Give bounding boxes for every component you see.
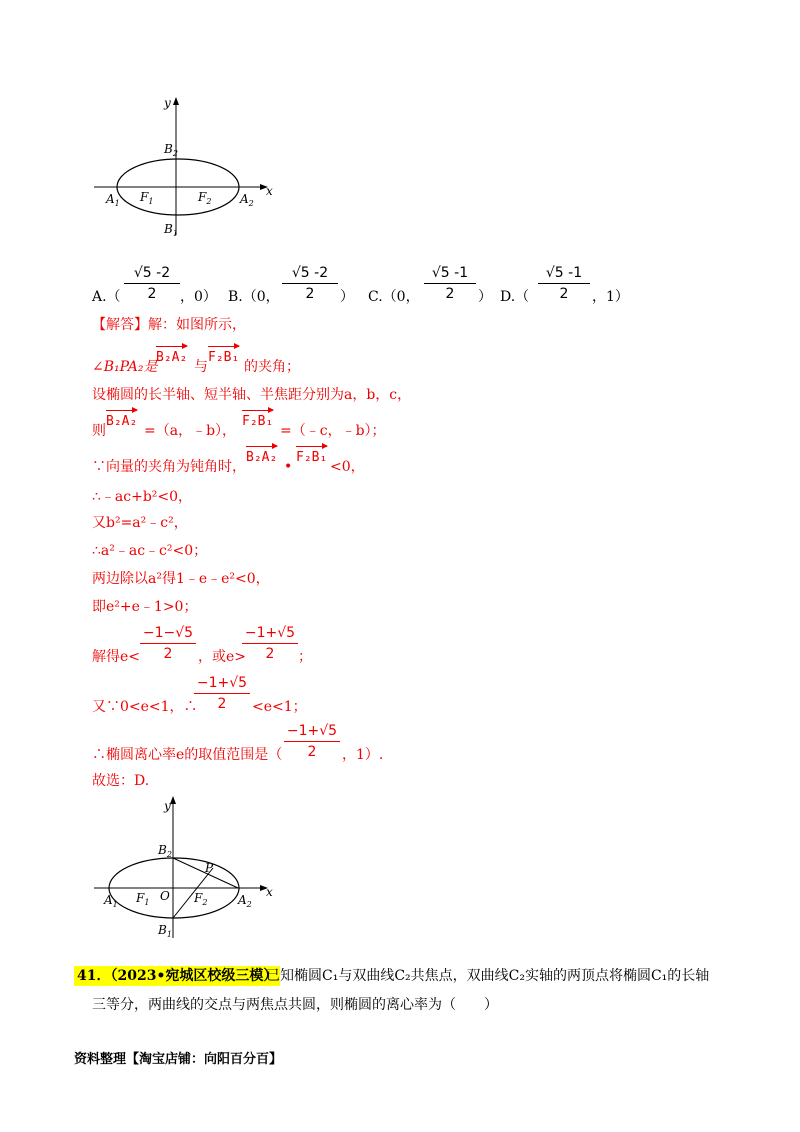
ellipse-figure-1	[90, 95, 290, 245]
origin-label: O	[160, 889, 170, 903]
vector-f2b1-3: F₂B₁	[296, 450, 327, 465]
point-a2-label: $A_2$	[240, 192, 254, 208]
x-axis-label-2: x	[266, 885, 273, 899]
x-axis-label: x	[266, 184, 273, 198]
solution-line-13-post: ，1）.	[342, 747, 384, 763]
solution-line-9: 两边除以a²得1﹣e﹣e²<0，	[92, 571, 270, 587]
vector-b2a2-2: B₂A₂	[106, 414, 137, 429]
solution-line-1: 【解答】解：如图所示，	[92, 317, 246, 333]
option-a-prefix: A.（	[92, 289, 121, 305]
point-a2-label-2: $A_2$	[238, 893, 252, 909]
solution-line-2-post: 的夹角；	[244, 359, 300, 375]
solution-line-5-pre: ∵向量的夹角为钝角时，	[92, 459, 246, 475]
ellipse-figure-2	[90, 792, 290, 942]
point-p-label: P	[205, 861, 214, 875]
vector-b2a2-3: B₂A₂	[246, 450, 277, 465]
fraction-range: −1+√5 2	[284, 722, 340, 761]
option-c-prefix: C.（0，	[368, 289, 420, 305]
point-f1-label: $F_1$	[140, 190, 154, 206]
solution-line-12-post: <e<1；	[252, 699, 307, 715]
question-text-line-1: 已知椭圆C₁与双曲线C₂共焦点，双曲线C₂实轴的两顶点将椭圆C₁的长轴	[266, 968, 710, 984]
question-text-line-2: 三等分，两曲线的交点与两焦点共圆，则椭圆的离心率为（ ）	[92, 997, 498, 1013]
solution-line-10: 即e²+e﹣1>0；	[92, 599, 198, 615]
solution-line-2-mid: 与	[194, 359, 208, 375]
solution-line-5-post: <0，	[330, 459, 365, 475]
footer-note: 资料整理【淘宝店铺：向阳百分百】	[74, 1052, 283, 1067]
point-b2-label-2: $B_2$	[158, 843, 172, 859]
solution-line-11-pre: 解得e<	[92, 649, 141, 665]
point-a1-label: $A_1$	[106, 192, 120, 208]
fraction-lower-bound: −1+√5 2	[194, 674, 250, 713]
point-b1-label: $B_1$	[164, 222, 178, 238]
solution-line-11-post: ；	[298, 649, 312, 665]
solution-line-14: 故选：D.	[92, 773, 150, 789]
solution-line-6: ∴﹣ac+b²<0，	[92, 489, 193, 505]
y-axis-label-2: y	[164, 799, 171, 813]
solution-line-13-pre: ∴椭圆离心率e的取值范围是（	[92, 747, 283, 763]
option-a-fraction: √5 -2 2	[124, 264, 180, 303]
option-b-suffix: ）	[340, 289, 354, 305]
solution-line-4-post: =（﹣c，﹣b）；	[280, 423, 386, 439]
point-f2-label-2: $F_2$	[194, 891, 208, 907]
option-c-fraction: √5 -1 2	[424, 264, 476, 303]
point-a1-label-2: $A_1$	[104, 893, 118, 909]
vector-f2b1-2: F₂B₁	[242, 414, 273, 429]
option-b-fraction: √5 -2 2	[282, 264, 338, 303]
option-a-suffix: ，0）	[180, 289, 217, 305]
point-f2-label: $F_2$	[198, 190, 212, 206]
solution-line-8: ∴a²﹣ac﹣c²<0；	[92, 543, 208, 559]
question-number: 41．（2023•宛城区校级三模）	[74, 966, 280, 986]
option-d-suffix: ，1）	[592, 289, 629, 305]
solution-line-7: 又b²=a²﹣c²，	[92, 515, 188, 531]
option-d-fraction: √5 -1 2	[538, 264, 590, 303]
option-c-suffix: ）	[478, 289, 492, 305]
solution-line-4-mid: =（a，﹣b），	[144, 423, 237, 439]
vector-f2b1: F₂B₁	[208, 350, 239, 365]
solution-line-4-pre: 则	[92, 423, 106, 439]
solution-line-2-pre: ∠B₁PA₂是	[92, 359, 158, 375]
dot-product-sign: •	[284, 459, 293, 475]
vector-b2a2: B₂A₂	[156, 350, 187, 365]
point-b2-label: $B_2$	[164, 142, 178, 158]
fraction-pos-root: −1+√5 2	[242, 624, 298, 663]
solution-line-11-mid: ，或e>	[198, 649, 247, 665]
solution-line-3: 设椭圆的长半轴、短半轴、半焦距分别为a，b，c，	[92, 387, 412, 403]
option-b-prefix: B.（0，	[228, 289, 280, 305]
point-f1-label-2: $F_1$	[136, 891, 150, 907]
point-b1-label-2: $B_1$	[158, 923, 172, 939]
y-axis-label: y	[164, 96, 171, 110]
option-d-prefix: D.（	[500, 289, 530, 305]
solution-line-12-pre: 又∵0<e<1，∴	[92, 699, 198, 715]
fraction-neg-root: −1−√5 2	[140, 624, 196, 663]
